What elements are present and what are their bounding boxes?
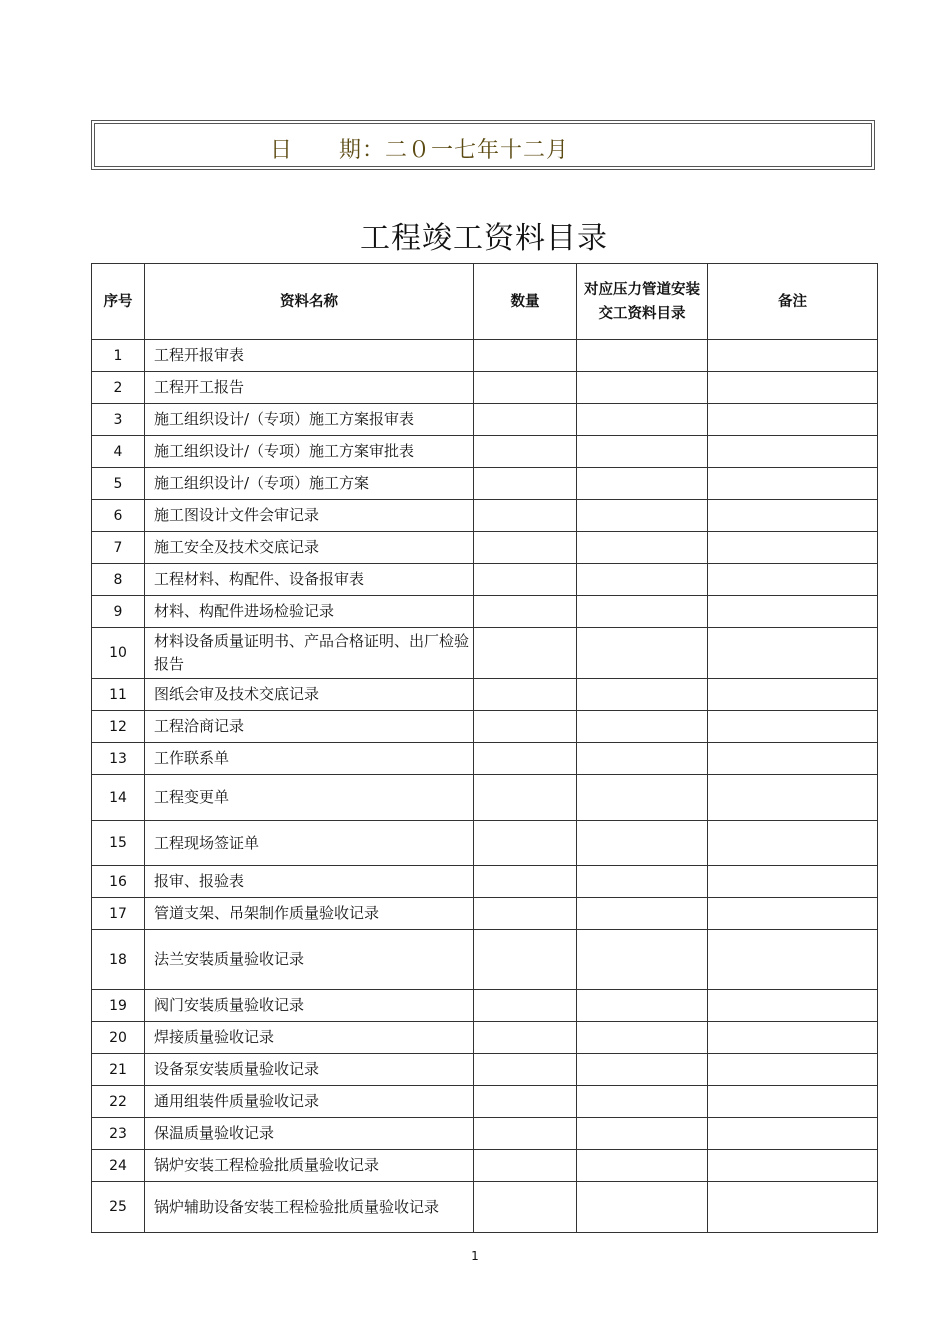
row-name: 报审、报验表 [145, 866, 474, 898]
row-note [708, 1182, 878, 1233]
row-ref [577, 866, 708, 898]
row-ref [577, 711, 708, 743]
row-ref [577, 436, 708, 468]
row-name: 施工组织设计/（专项）施工方案 [145, 468, 474, 500]
row-note [708, 1118, 878, 1150]
row-qty [474, 898, 577, 930]
row-ref [577, 679, 708, 711]
row-number: 25 [92, 1182, 145, 1233]
header-no: 序号 [92, 264, 145, 340]
row-name: 工程洽商记录 [145, 711, 474, 743]
table-row [92, 500, 878, 532]
row-qty [474, 596, 577, 628]
table-row [92, 436, 878, 468]
row-note [708, 532, 878, 564]
row-name: 保温质量验收记录 [145, 1118, 474, 1150]
row-note [708, 468, 878, 500]
row-name: 工程材料、构配件、设备报审表 [145, 564, 474, 596]
row-name: 材料、构配件进场检验记录 [145, 596, 474, 628]
row-number: 6 [92, 500, 145, 532]
row-note [708, 1150, 878, 1182]
table-row [92, 990, 878, 1022]
row-note [708, 372, 878, 404]
row-number: 12 [92, 711, 145, 743]
row-name: 阀门安装质量验收记录 [145, 990, 474, 1022]
row-qty [474, 930, 577, 990]
row-note [708, 436, 878, 468]
row-ref [577, 468, 708, 500]
row-note [708, 404, 878, 436]
row-note [708, 990, 878, 1022]
row-note [708, 866, 878, 898]
row-qty [474, 1182, 577, 1233]
row-number: 18 [92, 930, 145, 990]
row-qty [474, 711, 577, 743]
table-row [92, 775, 878, 821]
table-row [92, 821, 878, 866]
row-ref [577, 990, 708, 1022]
row-number: 10 [92, 628, 145, 679]
table-row [92, 468, 878, 500]
row-name: 管道支架、吊架制作质量验收记录 [145, 898, 474, 930]
row-ref [577, 898, 708, 930]
header-ref: 对应压力管道安装交工资料目录 [577, 264, 708, 340]
table-row [92, 898, 878, 930]
row-note [708, 898, 878, 930]
row-number: 21 [92, 1054, 145, 1086]
row-name: 法兰安装质量验收记录 [145, 930, 474, 990]
header-row [92, 264, 878, 340]
table-row [92, 1054, 878, 1086]
header-qty: 数量 [474, 264, 577, 340]
row-ref [577, 340, 708, 372]
row-ref [577, 404, 708, 436]
row-number: 8 [92, 564, 145, 596]
row-ref [577, 628, 708, 679]
row-ref [577, 930, 708, 990]
row-ref [577, 372, 708, 404]
row-number: 14 [92, 775, 145, 821]
row-number: 1 [92, 340, 145, 372]
row-name: 工作联系单 [145, 743, 474, 775]
row-qty [474, 628, 577, 679]
table-row [92, 679, 878, 711]
row-number: 4 [92, 436, 145, 468]
table-row [92, 743, 878, 775]
row-ref [577, 1118, 708, 1150]
row-number: 24 [92, 1150, 145, 1182]
table-row [92, 1118, 878, 1150]
row-qty [474, 866, 577, 898]
row-qty [474, 500, 577, 532]
row-ref [577, 564, 708, 596]
table-row [92, 711, 878, 743]
row-name: 焊接质量验收记录 [145, 1022, 474, 1054]
row-qty [474, 372, 577, 404]
date-box [91, 120, 875, 170]
row-name: 工程现场签证单 [145, 821, 474, 866]
row-note [708, 743, 878, 775]
date-line: 日 期：二０一七年十二月 [270, 138, 570, 163]
row-name: 工程变更单 [145, 775, 474, 821]
row-number: 19 [92, 990, 145, 1022]
row-name: 施工组织设计/（专项）施工方案报审表 [145, 404, 474, 436]
row-qty [474, 1022, 577, 1054]
row-note [708, 1054, 878, 1086]
row-ref [577, 821, 708, 866]
row-number: 2 [92, 372, 145, 404]
row-qty [474, 1150, 577, 1182]
row-number: 20 [92, 1022, 145, 1054]
row-ref [577, 743, 708, 775]
table-row [92, 628, 878, 679]
row-name: 图纸会审及技术交底记录 [145, 679, 474, 711]
row-qty [474, 775, 577, 821]
row-qty [474, 564, 577, 596]
row-ref [577, 1086, 708, 1118]
row-number: 13 [92, 743, 145, 775]
row-name: 锅炉安装工程检验批质量验收记录 [145, 1150, 474, 1182]
row-qty [474, 340, 577, 372]
row-note [708, 1022, 878, 1054]
row-name: 施工安全及技术交底记录 [145, 532, 474, 564]
row-note [708, 775, 878, 821]
row-number: 3 [92, 404, 145, 436]
row-ref [577, 596, 708, 628]
row-qty [474, 532, 577, 564]
header-name: 资料名称 [145, 264, 474, 340]
row-qty [474, 1118, 577, 1150]
row-note [708, 564, 878, 596]
table-row [92, 532, 878, 564]
row-note [708, 821, 878, 866]
row-ref [577, 1054, 708, 1086]
row-number: 7 [92, 532, 145, 564]
row-ref [577, 500, 708, 532]
row-note [708, 930, 878, 990]
table-row [92, 866, 878, 898]
row-ref [577, 1150, 708, 1182]
row-name: 工程开工报告 [145, 372, 474, 404]
row-number: 5 [92, 468, 145, 500]
document-title: 工程竣工资料目录 [360, 221, 608, 256]
row-qty [474, 821, 577, 866]
row-qty [474, 436, 577, 468]
table-row [92, 1182, 878, 1233]
row-note [708, 711, 878, 743]
row-number: 16 [92, 866, 145, 898]
row-note [708, 1086, 878, 1118]
row-name: 施工图设计文件会审记录 [145, 500, 474, 532]
row-ref [577, 532, 708, 564]
row-number: 23 [92, 1118, 145, 1150]
row-qty [474, 468, 577, 500]
row-qty [474, 679, 577, 711]
header-note: 备注 [708, 264, 878, 340]
row-name: 施工组织设计/（专项）施工方案审批表 [145, 436, 474, 468]
row-note [708, 596, 878, 628]
row-name: 设备泵安装质量验收记录 [145, 1054, 474, 1086]
table-row [92, 404, 878, 436]
table-row [92, 564, 878, 596]
row-qty [474, 990, 577, 1022]
row-ref [577, 775, 708, 821]
row-number: 9 [92, 596, 145, 628]
row-name: 材料设备质量证明书、产品合格证明、出厂检验报告 [145, 628, 474, 679]
row-note [708, 628, 878, 679]
row-number: 15 [92, 821, 145, 866]
row-ref [577, 1182, 708, 1233]
table-row [92, 372, 878, 404]
catalog-table [91, 263, 878, 1233]
row-ref [577, 1022, 708, 1054]
table-row [92, 596, 878, 628]
row-qty [474, 1086, 577, 1118]
row-number: 17 [92, 898, 145, 930]
row-name: 通用组装件质量验收记录 [145, 1086, 474, 1118]
row-number: 22 [92, 1086, 145, 1118]
row-qty [474, 743, 577, 775]
row-note [708, 679, 878, 711]
table-row [92, 340, 878, 372]
row-number: 11 [92, 679, 145, 711]
row-note [708, 340, 878, 372]
row-name: 锅炉辅助设备安装工程检验批质量验收记录 [145, 1182, 474, 1233]
row-name: 工程开报审表 [145, 340, 474, 372]
table-row [92, 1150, 878, 1182]
table-row [92, 930, 878, 990]
row-qty [474, 1054, 577, 1086]
row-note [708, 500, 878, 532]
table-row [92, 1022, 878, 1054]
page-number: 1 [471, 1249, 479, 1263]
table-row [92, 1086, 878, 1118]
row-qty [474, 404, 577, 436]
